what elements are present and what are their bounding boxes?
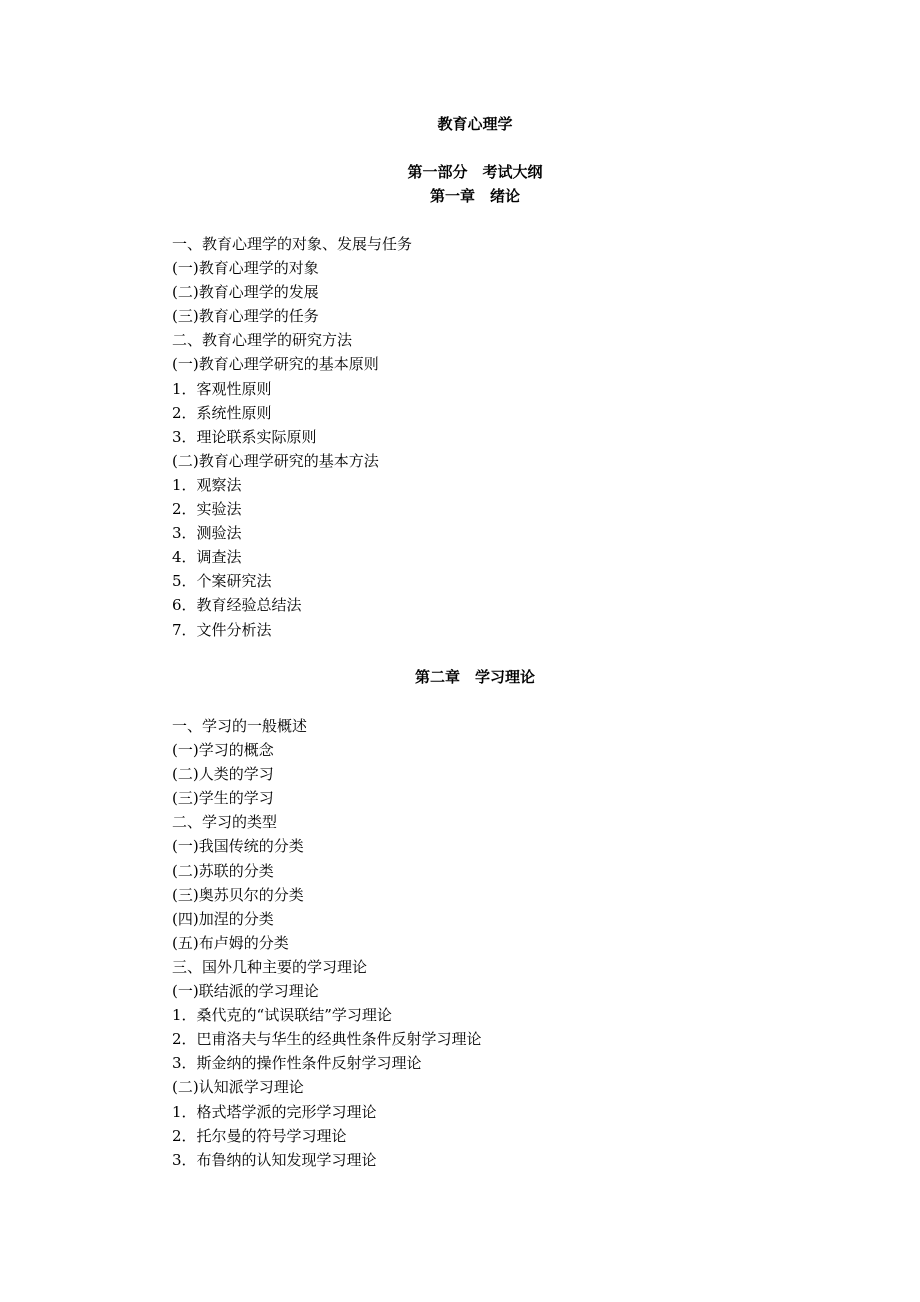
part-title: 第一部分 考试大纲 [407,163,543,181]
outline-line: (三)教育心理学的任务 [172,307,319,326]
chapter-1-title: 第一章 绪论 [429,187,520,205]
outline-line: 3．斯金纳的操作性条件反射学习理论 [172,1054,422,1073]
outline-line: (二)教育心理学的发展 [172,283,319,302]
outline-line: 7．文件分析法 [172,620,272,639]
outline-line: 5．个案研究法 [172,572,272,591]
chapter-2-outline [172,714,482,1172]
outline-line: (一)教育心理学的对象 [172,259,319,278]
outline-line: (二)人类的学习 [172,765,274,784]
outline-line: (一)学习的概念 [172,741,274,760]
outline-line: 二、教育心理学的研究方法 [172,331,353,350]
outline-line: (一)联结派的学习理论 [172,982,319,1001]
outline-line: 3．理论联系实际原则 [172,427,317,446]
outline-line: 3．测验法 [172,524,242,543]
outline-line: (四)加涅的分类 [172,909,274,928]
outline-line: 1．桑代克的“试误联结”学习理论 [172,1006,392,1025]
outline-line: 2．系统性原则 [172,403,272,422]
outline-line: (二)教育心理学研究的基本方法 [172,451,379,470]
outline-line: 1．格式塔学派的完形学习理论 [172,1102,377,1121]
outline-line: 1．客观性原则 [172,379,272,398]
chapter-1-outline [172,232,412,642]
outline-line: 三、国外几种主要的学习理论 [172,957,368,976]
outline-line: 二、学习的类型 [172,813,278,832]
chapter-2-title: 第二章 学习理论 [414,668,535,686]
outline-line: 2．实验法 [172,500,242,519]
outline-line: 4．调查法 [172,548,242,567]
document-title: 教育心理学 [437,115,513,133]
outline-line: 2．托尔曼的符号学习理论 [172,1126,347,1145]
outline-line: (一)教育心理学研究的基本原则 [172,355,379,374]
outline-line: (五)布卢姆的分类 [172,933,289,952]
outline-line: (三)学生的学习 [172,789,274,808]
outline-line: 3．布鲁纳的认知发现学习理论 [172,1150,377,1169]
outline-line: (二)苏联的分类 [172,861,274,880]
outline-line: 一、教育心理学的对象、发展与任务 [172,235,413,253]
outline-line: 2．巴甫洛夫与华生的经典性条件反射学习理论 [172,1030,482,1049]
outline-line: 1．观察法 [172,475,242,494]
outline-line: (二)认知派学习理论 [172,1078,304,1097]
outline-line: 一、学习的一般概述 [172,717,308,735]
outline-line: (一)我国传统的分类 [172,837,304,856]
outline-line: 6．教育经验总结法 [172,596,302,615]
outline-line: (三)奥苏贝尔的分类 [172,885,304,904]
